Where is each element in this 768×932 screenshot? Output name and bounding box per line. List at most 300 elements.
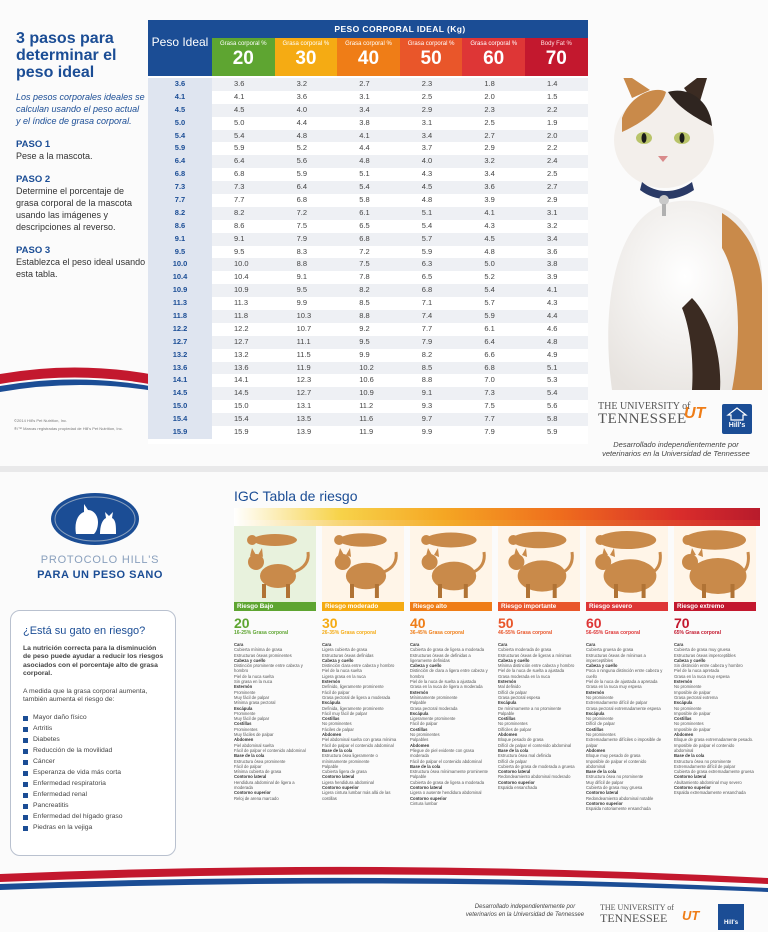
cat-silhouette-icon [498, 526, 580, 602]
body-fat-range: 65% Grasa corporal [674, 630, 721, 636]
weight-cell: 8.3 [296, 246, 308, 256]
weight-cell: 3.6 [296, 91, 308, 101]
cat-silhouette-icon [322, 526, 404, 602]
weight-cell: 1.8 [484, 79, 495, 88]
table-row [148, 78, 588, 91]
ideal-weight-cell: 15.9 [148, 426, 212, 439]
body-condition-description: Cara Cubierta de grasa de ligera a moderada Estructuras óseas de definidas a ligeramente definidas Cabeza y cuello Distinción de clara a ligera entre cabeza y hombro Piel de la nuca de suelta a ajustada Grasa en la nuca de ligera a moderada Esternón Mínimamente prominente Palpable Grasa pectoral moderada Escápula Ligeramente prominente Fácil de palpar Costillas No prominentes Palpables Abdomen Pliegue de piel evidente con grasa moderada Fácil de palpar el contenido abdominal Base de la cola Estructura ósea mínimamente prominente Palpable Cubierta de grasa de ligera a moderada Contorno lateral Ligera o ausente hendidura abdominal Contorno superior Cintura lumbar [410, 642, 488, 806]
table-row [148, 323, 588, 336]
calico-cat-photo [572, 78, 762, 390]
weight-cell: 8.6 [234, 220, 245, 230]
cat-silhouette-panel [498, 526, 580, 602]
cat-silhouette-panel [234, 526, 316, 602]
ut-logo-small: THE UNIVERSITY of [600, 903, 674, 912]
weight-cell: 9.9 [421, 427, 433, 437]
weight-cell: 15.0 [234, 401, 249, 411]
weight-cell: 8.2 [359, 285, 370, 295]
weight-cell: 4.5 [234, 104, 245, 114]
weight-cell: 6.5 [359, 220, 370, 230]
body-fat-value: 30 [322, 615, 338, 631]
risk-list-item: Pancreatitis [23, 800, 165, 811]
ideal-weight-header: Peso Ideal [148, 20, 212, 76]
body-fat-value: 20 [234, 615, 250, 631]
risk-column [234, 526, 316, 876]
fat-header-value: 70 [545, 48, 567, 69]
weight-cell: 3.8 [546, 259, 558, 269]
hills-logo-text: Hill's [728, 422, 746, 429]
fat-header-50 [400, 38, 463, 76]
fat-header-70 [525, 38, 588, 76]
fat-header-label: Grasa corporal % [219, 41, 267, 47]
weight-cell: 10.4 [234, 272, 249, 282]
weight-cell: 11.9 [359, 427, 374, 437]
weight-cell: 5.0 [234, 117, 245, 127]
weight-cell: 6.4 [484, 336, 495, 346]
weight-cell: 8.8 [421, 375, 433, 385]
weight-cell: 5.4 [359, 182, 370, 192]
copyright-note: ©2014 Hill's Pet Nutrition, Inc. [14, 418, 68, 423]
ideal-weight-cell: 4.5 [148, 104, 212, 117]
weight-cell: 12.7 [234, 336, 249, 346]
weight-cell: 7.5 [359, 259, 370, 269]
weight-cell: 7.3 [484, 388, 495, 398]
weight-cell: 11.1 [296, 336, 311, 346]
weight-cell: 3.9 [546, 272, 558, 282]
weight-cell: 4.8 [421, 195, 433, 205]
table-row [148, 91, 588, 104]
body-fat-value: 60 [586, 615, 602, 631]
risk-intro: La nutrición correcta para la disminución de peso puede ayudar a reducir los riesgos asociados con el porcentaje alto de grasa corporal. [23, 645, 164, 678]
table-row [148, 168, 588, 181]
weight-cell: 11.3 [234, 298, 249, 308]
weight-cell: 5.0 [484, 259, 495, 269]
risk-list-item: Enfermedad del hígado graso [23, 811, 165, 822]
body-fat-range: 36-45% Grasa corporal [410, 630, 465, 636]
weight-cell: 4.4 [546, 311, 558, 321]
table-row [148, 117, 588, 130]
table-row [148, 362, 588, 375]
ideal-weight-cell: 11.8 [148, 310, 212, 323]
cat-silhouette-panel [410, 526, 492, 602]
ideal-weight-cell: 10.9 [148, 284, 212, 297]
risk-column [410, 526, 492, 876]
fat-header-30 [275, 38, 338, 76]
weight-cell: 4.1 [234, 91, 245, 101]
table-row [148, 220, 588, 233]
developed-by-note: Desarrollado independientemente por veterinarios en la Universidad de Tennessee [465, 904, 585, 918]
risk-list-item: Diabetes [23, 734, 165, 745]
risk-level-band: Riesgo severo [586, 602, 668, 611]
fat-header-label: Grasa corporal % [282, 41, 330, 47]
weight-cell: 7.1 [421, 298, 433, 308]
table-row [148, 181, 588, 194]
risk-level-band: Riesgo importante [498, 602, 580, 611]
ideal-weight-cell: 8.2 [148, 207, 212, 220]
weight-cell: 9.1 [421, 388, 433, 398]
weight-cell: 2.7 [546, 182, 558, 192]
weight-cell: 8.5 [359, 298, 370, 308]
weight-cell: 3.4 [546, 233, 558, 243]
table-row [148, 104, 588, 117]
cat-silhouette-panel [674, 526, 756, 602]
page-title: 3 pasos para determinar el peso ideal [16, 30, 117, 81]
protocol-title: PROTOCOLO HILL'S [40, 554, 160, 566]
weight-cell: 12.2 [234, 323, 249, 333]
body-fat-range: 16-25% Grasa corporal [234, 630, 289, 636]
weight-cell: 5.4 [421, 220, 433, 230]
step-text: Determine el porcentaje de grasa corporal de la mascota usando las imágenes y descripciones al reverso. [16, 186, 133, 232]
weight-cell: 3.1 [359, 91, 370, 101]
table-row [148, 142, 588, 155]
ideal-weight-cell: 12.7 [148, 336, 212, 349]
fat-header-value: 30 [295, 48, 317, 69]
weight-cell: 2.9 [546, 195, 558, 205]
risk-gradient-bar [234, 508, 760, 526]
weight-cell: 5.7 [484, 298, 495, 308]
hills-logo: Hill's [718, 904, 744, 930]
weight-cell: 7.7 [484, 414, 495, 424]
ut-logo-big: TENNESSEE [600, 911, 668, 925]
table-row [148, 246, 588, 259]
weight-cell: 9.2 [359, 323, 370, 333]
weight-cell: 2.0 [546, 130, 558, 140]
developed-by-note: Desarrollado independientemente por veterinarios en la Universidad de Tennessee [602, 440, 750, 458]
fat-header-value: 20 [232, 48, 254, 69]
ideal-weight-cell: 5.0 [148, 117, 212, 130]
body-condition-description: Cara Cubierta moderada de grasa Estructuras óseas de ligeras a mínimas Cabeza y cuello Mínima distinción entre cabeza y hombro Piel de la nuca de suelta a ajustada Grasa moderada en la nuca Esternón Mal definido Difícil de palpar Grasa pectoral espesa Escápula De mínimamente a no prominente Palpable Costillas No prominentes Difíciles de palpar Abdomen Bloque pesado de grasa Difícil de palpar el contenido abdominal Base de la cola Estructura ósea mal definida Difícil de palpar Cubierta de grasa de moderada a gruesa Contorno lateral Redondeamiento abdominal moderado Contorno superior Espalda ensanchada [498, 642, 575, 791]
weight-cell: 7.8 [359, 272, 370, 282]
ideal-weight-cell: 6.4 [148, 155, 212, 168]
ideal-weight-cell: 11.3 [148, 297, 212, 310]
fat-header-label: Grasa corporal % [470, 41, 518, 47]
weight-cell: 1.9 [546, 117, 558, 127]
weight-cell: 3.6 [234, 79, 245, 88]
weight-cell: 4.3 [546, 298, 558, 308]
weight-cell: 11.6 [359, 414, 374, 424]
table-row [148, 194, 588, 207]
body-fat-range: 46-55% Grasa corporal [498, 630, 553, 636]
weight-cell: 4.3 [484, 220, 495, 230]
cat-silhouette-icon [674, 526, 756, 602]
decorative-swoosh [0, 864, 768, 898]
weight-cell: 3.1 [546, 207, 558, 217]
table-row [148, 400, 588, 413]
weight-cell: 13.9 [296, 427, 312, 437]
risk-list-item: Enfermedad renal [23, 789, 165, 800]
weight-cell: 5.2 [484, 272, 495, 282]
table-row [148, 155, 588, 168]
risk-question: ¿Está su gato en riesgo? [23, 625, 146, 637]
weight-cell: 9.5 [359, 336, 370, 346]
body-fat-value: 50 [498, 615, 514, 631]
weight-cell: 5.4 [484, 285, 495, 295]
weight-cell: 6.1 [484, 323, 495, 333]
ideal-weight-cell: 6.8 [148, 168, 212, 181]
cat-silhouette-icon [410, 526, 492, 602]
risk-column [498, 526, 580, 876]
risk-list-item: Reducción de la movilidad [23, 745, 165, 756]
weight-cell: 4.0 [296, 104, 308, 114]
weight-cell: 10.9 [359, 388, 374, 398]
weight-cell: 7.5 [484, 401, 495, 411]
weight-cell: 5.2 [296, 143, 308, 153]
weight-cell: 7.4 [421, 311, 433, 321]
risk-lead: A medida que la grasa corporal aumenta, también aumenta el riesgo de: [23, 687, 148, 704]
ideal-weight-cell: 3.6 [148, 78, 212, 91]
risk-list [23, 712, 165, 833]
weight-cell: 10.9 [234, 285, 249, 295]
ideal-weight-cell: 13.6 [148, 362, 212, 375]
weight-cell: 1.5 [546, 91, 558, 101]
weight-cell: 3.2 [546, 220, 558, 230]
ideal-weight-cell: 4.1 [148, 91, 212, 104]
weight-cell: 4.1 [484, 207, 495, 217]
dog-cat-emblem-icon [50, 492, 140, 546]
weight-cell: 8.5 [421, 362, 433, 372]
ideal-weight-cell: 5.9 [148, 142, 212, 155]
weight-cell: 3.7 [421, 143, 433, 153]
weight-cell: 3.4 [421, 130, 433, 140]
weight-cell: 2.2 [546, 143, 558, 153]
risk-level-band: Riesgo alto [410, 602, 492, 611]
risk-chart-panel [0, 472, 768, 932]
weight-cell: 7.2 [296, 207, 308, 217]
weight-cell: 5.4 [234, 130, 245, 140]
body-fat-value: 70 [674, 615, 690, 631]
step-3 [16, 245, 146, 280]
ideal-weight-cell: 9.1 [148, 233, 212, 246]
weight-cell: 10.3 [296, 311, 312, 321]
weight-cell: 4.4 [359, 143, 370, 153]
cat-silhouette-panel [586, 526, 668, 602]
weight-cell: 6.5 [421, 272, 433, 282]
risk-info-box [10, 610, 176, 856]
weight-cell: 7.3 [234, 182, 245, 192]
weight-cell: 9.9 [359, 349, 370, 359]
weight-cell: 8.2 [421, 349, 433, 359]
weight-cell: 5.6 [546, 401, 558, 411]
weight-cell: 15.4 [234, 414, 249, 424]
weight-cell: 13.6 [234, 362, 249, 372]
protocol-subtitle: PARA UN PESO SANO [37, 569, 163, 581]
weight-cell: 4.9 [546, 349, 558, 359]
weight-cell: 7.0 [484, 375, 495, 385]
ideal-weight-cell: 15.0 [148, 400, 212, 413]
weight-cell: 12.7 [296, 388, 312, 398]
table-row [148, 310, 588, 323]
weight-cell: 5.9 [421, 246, 433, 256]
weight-cell: 3.8 [359, 117, 370, 127]
risk-column [322, 526, 404, 876]
weight-cell: 10.6 [359, 375, 374, 385]
fat-header-value: 60 [483, 48, 505, 69]
weight-cell: 2.7 [484, 130, 495, 140]
weight-cell: 3.6 [546, 246, 558, 256]
weight-cell: 10.2 [359, 362, 374, 372]
weight-cell: 7.9 [421, 336, 433, 346]
ideal-weight-cell: 14.5 [148, 387, 212, 400]
body-condition-description: Cara Cubierta gruesa de grasa Estructuras óseas de mínimas a imperceptibles Cabeza y cuello Poca o ninguna distinción entre cabeza y cuello Piel de la nuca de ajustada a apretada Grasa en la nuca muy espesa Esternón No prominente Extremadamente difícil de palpar Grasa pectoral extremadamente espesa Escápula No prominente Difícil de palpar Costillas No prominentes Extremadamente difíciles o imposible de palpar Abdomen Bloque muy pesado de grasa Imposible de palpar el contenido abdominal Base de la cola Estructura ósea no prominente Muy difícil de palpar Cubierta de grasa muy gruesa Contorno lateral Redondeamiento abdominal notable Contorno superior Espalda notoriamente ensanchada [586, 642, 663, 812]
ut-logo-big: TENNESSEE [598, 411, 687, 427]
table-row [148, 336, 588, 349]
fat-header-20 [212, 38, 275, 76]
weight-cell: 8.8 [296, 259, 308, 269]
weight-cell: 8.8 [359, 311, 370, 321]
weight-cell: 3.2 [296, 79, 308, 88]
fat-header-value: 50 [420, 48, 442, 69]
hills-logo [722, 404, 752, 434]
weight-cell: 12.3 [296, 375, 312, 385]
weight-cell: 2.9 [421, 104, 433, 114]
weight-cell: 5.1 [546, 362, 558, 372]
body-fat-range: 26-35% Grasa corporal [322, 630, 377, 636]
weight-cell: 5.8 [359, 195, 370, 205]
weight-cell: 4.8 [359, 156, 370, 166]
fat-header-40 [337, 38, 400, 76]
fat-header-60 [462, 38, 525, 76]
ideal-weight-cell: 7.3 [148, 181, 212, 194]
weight-cell: 4.1 [546, 285, 558, 295]
weight-cell: 2.4 [546, 156, 558, 166]
weight-cell: 10.7 [296, 323, 312, 333]
weight-cell: 13.5 [296, 414, 312, 424]
weight-cell: 2.5 [546, 169, 558, 179]
table-row [148, 258, 588, 271]
weight-cell: 3.4 [484, 169, 495, 179]
risk-list-item: Enfermedad respiratoria [23, 778, 165, 789]
weight-cell: 6.6 [484, 349, 495, 359]
weight-cell: 7.5 [296, 220, 308, 230]
weight-cell: 8.2 [234, 207, 245, 217]
weight-cell: 14.1 [234, 375, 249, 385]
cat-silhouette-icon [234, 526, 316, 602]
body-condition-description: Cara Cubierta de grasa muy gruesa Estructuras óseas imperceptibles Cabeza y cuello Sin distinción entre cabeza y hombro Piel de la nuca apretada Grasa en la nuca muy espesa Esternón No prominente Imposible de palpar Grasa pectoral extrema Escápula No prominente Imposible de palpar Costillas No prominentes Imposible de palpar Abdomen Bloque de grasa extremadamente pesado. Imposible de palpar el contenido abdominal Base de la cola Estructura ósea no prominente Extremadamente difícil de palpar Cubierta de grasa extremadamente gruesa Contorno lateral Abultamiento abdominal muy severo Contorno superior Espalda extremadamente ensanchada [674, 642, 754, 796]
weight-cell: 9.5 [296, 285, 308, 295]
weight-cell: 3.4 [359, 104, 370, 114]
weight-cell: 4.3 [421, 169, 433, 179]
weight-cell: 5.8 [546, 414, 558, 424]
step-text: Establezca el peso ideal usando esta tabla. [16, 257, 146, 279]
step-2 [16, 174, 146, 233]
risk-chart-title: IGC Tabla de riesgo [234, 488, 358, 504]
step-title: PASO 1 [16, 139, 51, 150]
weight-cell: 15.9 [234, 427, 249, 437]
table-row [148, 271, 588, 284]
weight-cell: 4.5 [421, 182, 433, 192]
cat-silhouette-panel [322, 526, 404, 602]
risk-list-item: Piedras en la vejiga [23, 822, 165, 833]
weight-cell: 5.3 [546, 375, 558, 385]
weight-cell: 11.9 [296, 362, 311, 372]
decorative-swoosh [0, 356, 160, 396]
weight-cell: 6.1 [359, 207, 370, 217]
weight-cell: 1.4 [546, 79, 558, 88]
weight-cell: 3.6 [484, 182, 495, 192]
table-title: PESO CORPORAL IDEAL (Kg) [212, 20, 588, 38]
fat-header-label: Grasa corporal % [345, 41, 392, 47]
weight-cell: 2.5 [484, 117, 495, 127]
weight-cell: 4.8 [484, 246, 495, 256]
weight-cell: 3.2 [484, 156, 495, 166]
weight-cell: 2.5 [421, 91, 433, 101]
weight-cell: 5.1 [359, 169, 370, 179]
ideal-weight-cell: 15.4 [148, 413, 212, 426]
table-row [148, 233, 588, 246]
ideal-weight-cell: 8.6 [148, 220, 212, 233]
weight-cell: 5.1 [421, 207, 433, 217]
weight-cell: 5.9 [484, 311, 495, 321]
ideal-weight-cell: 7.7 [148, 194, 212, 207]
weight-cell: 11.2 [359, 401, 374, 411]
weight-cell: 6.4 [296, 182, 308, 192]
weight-cell: 7.7 [234, 195, 245, 205]
weight-cell: 6.3 [421, 259, 433, 269]
table-row [148, 297, 588, 310]
ut-logo-small: THE UNIVERSITY of [598, 401, 691, 412]
weight-cell: 14.5 [234, 388, 249, 398]
fat-header-label: Body Fat % [540, 41, 572, 47]
weight-cell: 6.8 [234, 169, 245, 179]
risk-level-band: Riesgo moderado [322, 602, 404, 611]
trademark-note: ®/™ Marcas registradas propiedad de Hill's Pet Nutrition, Inc. [14, 426, 123, 431]
risk-list-item: Artritis [23, 723, 165, 734]
table-row [148, 426, 588, 439]
body-fat-range: 56-65% Grasa corporal [586, 630, 641, 636]
weight-cell: 7.7 [421, 323, 433, 333]
weight-cell: 9.3 [421, 401, 433, 411]
weight-cell: 6.8 [296, 195, 308, 205]
ut-mark-icon: UT [684, 405, 706, 422]
table-row [148, 349, 588, 362]
hills-house-icon [726, 407, 748, 421]
weight-cell: 6.8 [484, 362, 495, 372]
weight-cell: 6.8 [359, 233, 370, 243]
weight-cell: 13.1 [296, 401, 312, 411]
weight-cell: 9.1 [296, 272, 308, 282]
body-condition-description: Cara Cubierta mínima de grasa Estructuras óseas prominentes Cabeza y cuello Distinción prominente entre cabeza y hombro Piel de la nuca suelta Sin grasa en la nuca Esternón Prominente Muy fácil de palpar Mínima grasa pectoral Escápula Prominente Muy fácil de palpar Costillas Prominentes Muy fáciles de palpar Abdomen Piel abdominal suelta Fácil de palpar el contenido abdominal Base de la cola Estructura ósea prominente Fácil de palpar Mínima cubierta de grasa Contorno lateral Hendidura abdominal de ligera a moderada Contorno superior Reloj de arena marcado [234, 642, 306, 801]
weight-cell: 5.6 [296, 156, 308, 166]
risk-level-band: Riesgo extremo [674, 602, 756, 611]
weight-cell: 4.0 [421, 156, 433, 166]
weight-cell: 9.7 [421, 414, 433, 424]
table-row [148, 284, 588, 297]
weight-cell: 9.1 [234, 233, 245, 243]
ideal-weight-cell: 14.1 [148, 374, 212, 387]
weight-cell: 13.2 [234, 349, 249, 359]
weight-cell: 7.2 [359, 246, 370, 256]
body-fat-value: 40 [410, 615, 426, 631]
fat-header-value: 40 [357, 48, 380, 69]
weight-cell: 4.8 [546, 336, 558, 346]
weight-cell: 4.5 [484, 233, 495, 243]
risk-list-item: Cáncer [23, 756, 165, 767]
ideal-weight-cell: 12.2 [148, 323, 212, 336]
weight-cell: 4.8 [296, 130, 308, 140]
weight-cell: 5.4 [546, 388, 558, 398]
weight-cell: 4.1 [359, 130, 370, 140]
risk-list-item: Esperanza de vida más corta [23, 767, 165, 778]
table-row [148, 374, 588, 387]
weight-cell: 2.0 [484, 91, 495, 101]
weight-cell: 4.6 [546, 323, 558, 333]
step-title: PASO 2 [16, 174, 51, 185]
weight-cell: 10.0 [234, 259, 249, 269]
table-body [148, 78, 588, 439]
weight-cell: 4.4 [296, 117, 308, 127]
weight-cell: 5.9 [546, 427, 558, 437]
ideal-weight-cell: 5.4 [148, 130, 212, 143]
ideal-weight-cell: 13.2 [148, 349, 212, 362]
